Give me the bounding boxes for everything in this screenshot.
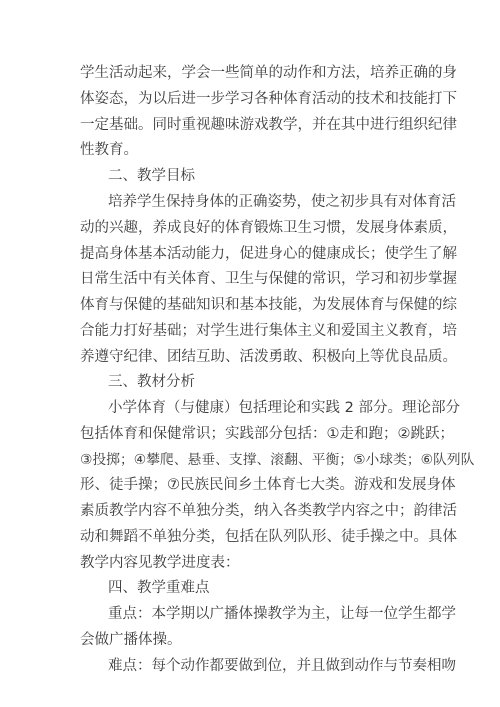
body-text-line: 动和舞蹈不单独分类，包括在队列队形、徒手操之中。具体 bbox=[80, 529, 457, 545]
body-text-line: 日常生活中有关体育、卫生与保健的常识，学习和初步掌握 bbox=[80, 271, 457, 287]
section-heading-key-points: 四、教学重难点 bbox=[108, 580, 210, 596]
body-text-line: 养遵守纪律、团结互助、活泼勇敢、积极向上等优良品质。 bbox=[80, 349, 457, 365]
body-text-line: 体姿态，为以后进一步学习各种体育活动的技术和技能打下 bbox=[80, 91, 457, 107]
section-heading-materials: 三、教材分析 bbox=[108, 374, 195, 390]
body-text-line: 素质教学内容不单独分类，纳入各类教学内容之中；韵律活 bbox=[80, 503, 457, 519]
body-text-line: 学生活动起来，学会一些简单的动作和方法，培养正确的身 bbox=[80, 65, 457, 81]
body-text-line: 培养学生保持身体的正确姿势，使之初步具有对体育活 bbox=[108, 194, 456, 210]
body-text-line: 会做广播体操。 bbox=[80, 632, 182, 648]
body-text-line: 难点：每个动作都要做到位，并且做到动作与节奏相吻 bbox=[108, 658, 456, 674]
body-text-line: 小学体育（与健康）包括理论和实践 2 部分。理论部分 bbox=[108, 400, 460, 416]
body-text-line: 体育与保健的基础知识和基本技能，为发展体育与保健的综 bbox=[80, 297, 457, 313]
body-text-line: 形、徒手操；⑦民族民间乡土体育七大类。游戏和发展身体 bbox=[80, 477, 456, 493]
body-text-line: 性教育。 bbox=[80, 142, 138, 158]
body-text-line: 教学内容见教学进度表： bbox=[80, 555, 240, 571]
body-text-line: 合能力打好基础；对学生进行集体主义和爱国主义教育，培 bbox=[80, 323, 457, 339]
body-text-line: 动的兴趣，养成良好的体育锻炼卫生习惯，发展身体素质， bbox=[80, 220, 457, 236]
section-heading-objectives: 二、教学目标 bbox=[108, 168, 195, 184]
body-text-line: ③投掷；④攀爬、悬垂、支撑、滚翻、平衡；⑤小球类；⑥队列队 bbox=[80, 452, 475, 468]
body-text-line: 提高身体基本活动能力，促进身心的健康成长；使学生了解 bbox=[80, 246, 457, 262]
body-text-line: 重点：本学期以广播体操教学为主，让每一位学生都学 bbox=[108, 606, 456, 622]
body-text-line: 包括体育和保健常识；实践部分包括：①走和跑；②跳跃； bbox=[80, 426, 454, 442]
body-text-line: 一定基础。同时重视趣味游戏教学，并在其中进行组织纪律 bbox=[80, 117, 457, 133]
